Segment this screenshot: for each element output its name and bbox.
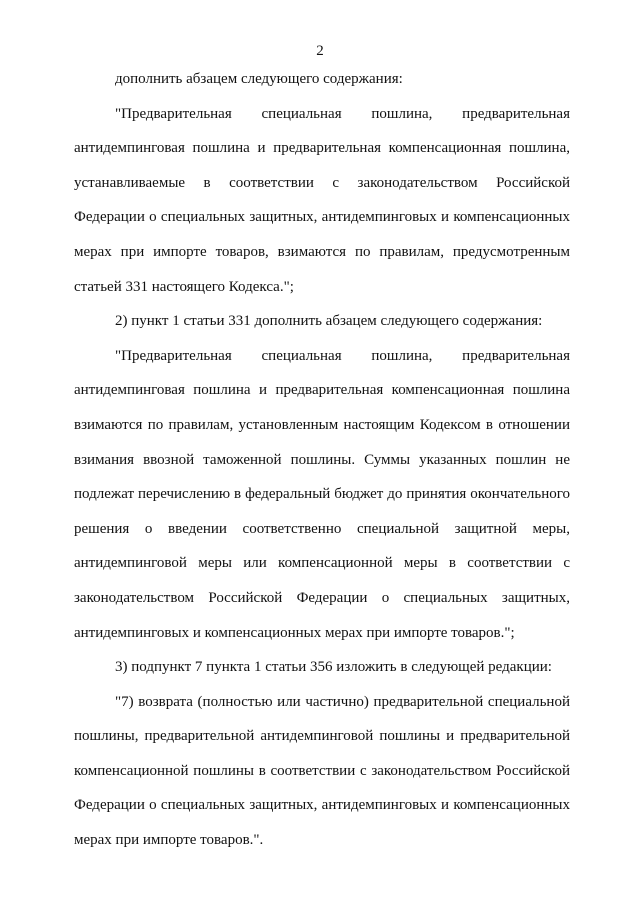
paragraph-item-2-article-331: 2) пункт 1 статьи 331 дополнить абзацем следующего содержания: bbox=[115, 313, 543, 330]
paragraph-quoted-clause-collection-rules: "Предварительная специальная пошлина, предварительная антидемпинговая пошлина и предварительная компенсационная пошлина взимаются по правилам, установленным настоящим Кодексом в отношении взимания ввозной таможенной пошлины. Суммы указанных пошлин не подлежат перечислению в федеральный бюджет до принятия окончательного решения о введении соответственно специальной защитной меры, антидемпинговой меры или компенсационной меры в соответствии с законодательством Российской Федерации о специальных защитных, антидемпинговых и компенсационных мерах при импорте товаров."; bbox=[74, 347, 570, 641]
paragraph-quoted-clause-preliminary-duties: "Предварительная специальная пошлина, предварительная антидемпинговая пошлина и предварительная компенсационная пошлина, устанавливаемые в соответствии с законодательством Российской Федерации о специальных защитных, антидемпинговых и компенсационных мерах при импорте товаров, взимаются по правилам, предусмотренным статьей 331 настоящего Кодекса."; bbox=[74, 105, 570, 295]
paragraph-add-clause-intro: дополнить абзацем следующего содержания: bbox=[115, 71, 403, 87]
page-number: 2 bbox=[316, 43, 324, 59]
paragraph-item-3-article-356: 3) подпункт 7 пункта 1 статьи 356 изложить в следующей редакции: bbox=[115, 659, 552, 676]
paragraph-quoted-subitem-7-refund: "7) возврата (полностью или частично) предварительной специальной пошлины, предварительной антидемпинговой пошлины и предварительной компенсационной пошлины в соответствии с законодательством Российской Федерации о специальных защитных, антидемпинговых и компенсационных мерах при импорте товаров.". bbox=[74, 693, 570, 849]
document-body bbox=[74, 62, 570, 858]
